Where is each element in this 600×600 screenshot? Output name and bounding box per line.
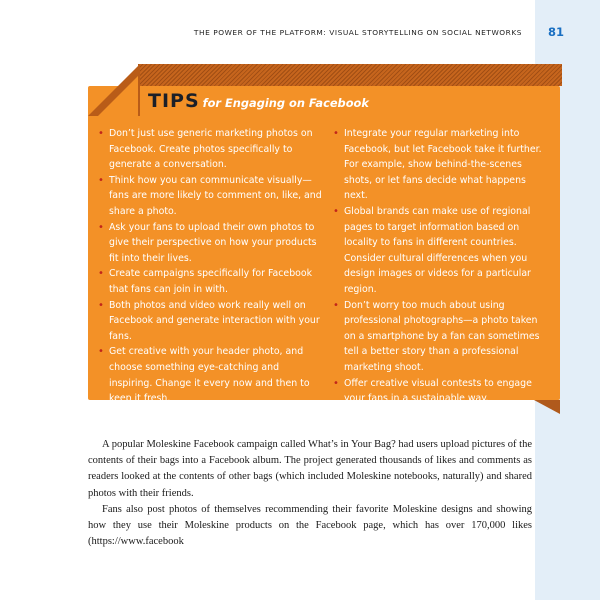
body-paragraph: A popular Moleskine Facebook campaign called What’s in Your Bag? had users upload pictures of the contents of their bags into a Facebook album. The project generated thousands of likes and comments as readers looked at the contents of other bags (which included Moleskine notebooks, naturally) and shared photos with their friends.	[88, 439, 532, 499]
tip-item: • Think how you can communicate visually—fans are more likely to comment on, like, and share a photo.	[98, 174, 322, 217]
tip-item: • Integrate your regular marketing into Facebook, but let Facebook take it further. For example, show behind-the-scenes shots, or let fans decide what happens next.	[333, 128, 542, 202]
body-paragraph: Fans also post photos of themselves recommending their favorite Moleskine designs and showing how they use their Moleskine products on the Facebook page, which has over 170,000 likes (https://www.facebook	[88, 503, 532, 548]
tip-item: • Offer creative visual contests to engage your fans in a sustainable way.	[333, 377, 532, 405]
tip-item: • Global brands can make use of regional pages to target information based on locality to fans in different countries. Consider cultural differences when you design images or videos for a particular region.	[333, 205, 531, 295]
tip-item: • Get creative with your header photo, and choose something eye-catching and inspiring. Change it every now and then to keep it fresh.	[98, 346, 310, 405]
tips-right-column	[333, 126, 545, 407]
tips-title-sub: for Engaging on Facebook	[202, 96, 369, 110]
page-number: 81	[547, 25, 564, 39]
body-text	[88, 437, 532, 550]
tip-item: • Both photos and video work really well on Facebook and generate interaction with your fans.	[98, 299, 320, 342]
tip-item: • Don’t worry too much about using professional photographs—a photo taken on a smartphone by a fan can sometimes tell a better story than a professional marketing shoot.	[333, 299, 540, 373]
tips-left-column	[98, 126, 324, 407]
tip-item: • Create campaigns specifically for Facebook that fans can join in with.	[98, 268, 313, 295]
tips-heading	[148, 90, 369, 116]
tip-item: • Ask your fans to upload their own photos to give their perspective on how your products fit into their lives.	[98, 221, 317, 264]
running-header: THE POWER OF THE PLATFORM: VISUAL STORYTELLING ON SOCIAL NETWORKS	[193, 28, 522, 37]
tips-title-main: TIPS	[148, 90, 200, 112]
tip-item: • Don’t just use generic marketing photos on Facebook. Create photos specifically to generate a conversation.	[98, 128, 313, 171]
tips-banner	[138, 64, 562, 86]
tips-corner-fill	[98, 76, 138, 116]
